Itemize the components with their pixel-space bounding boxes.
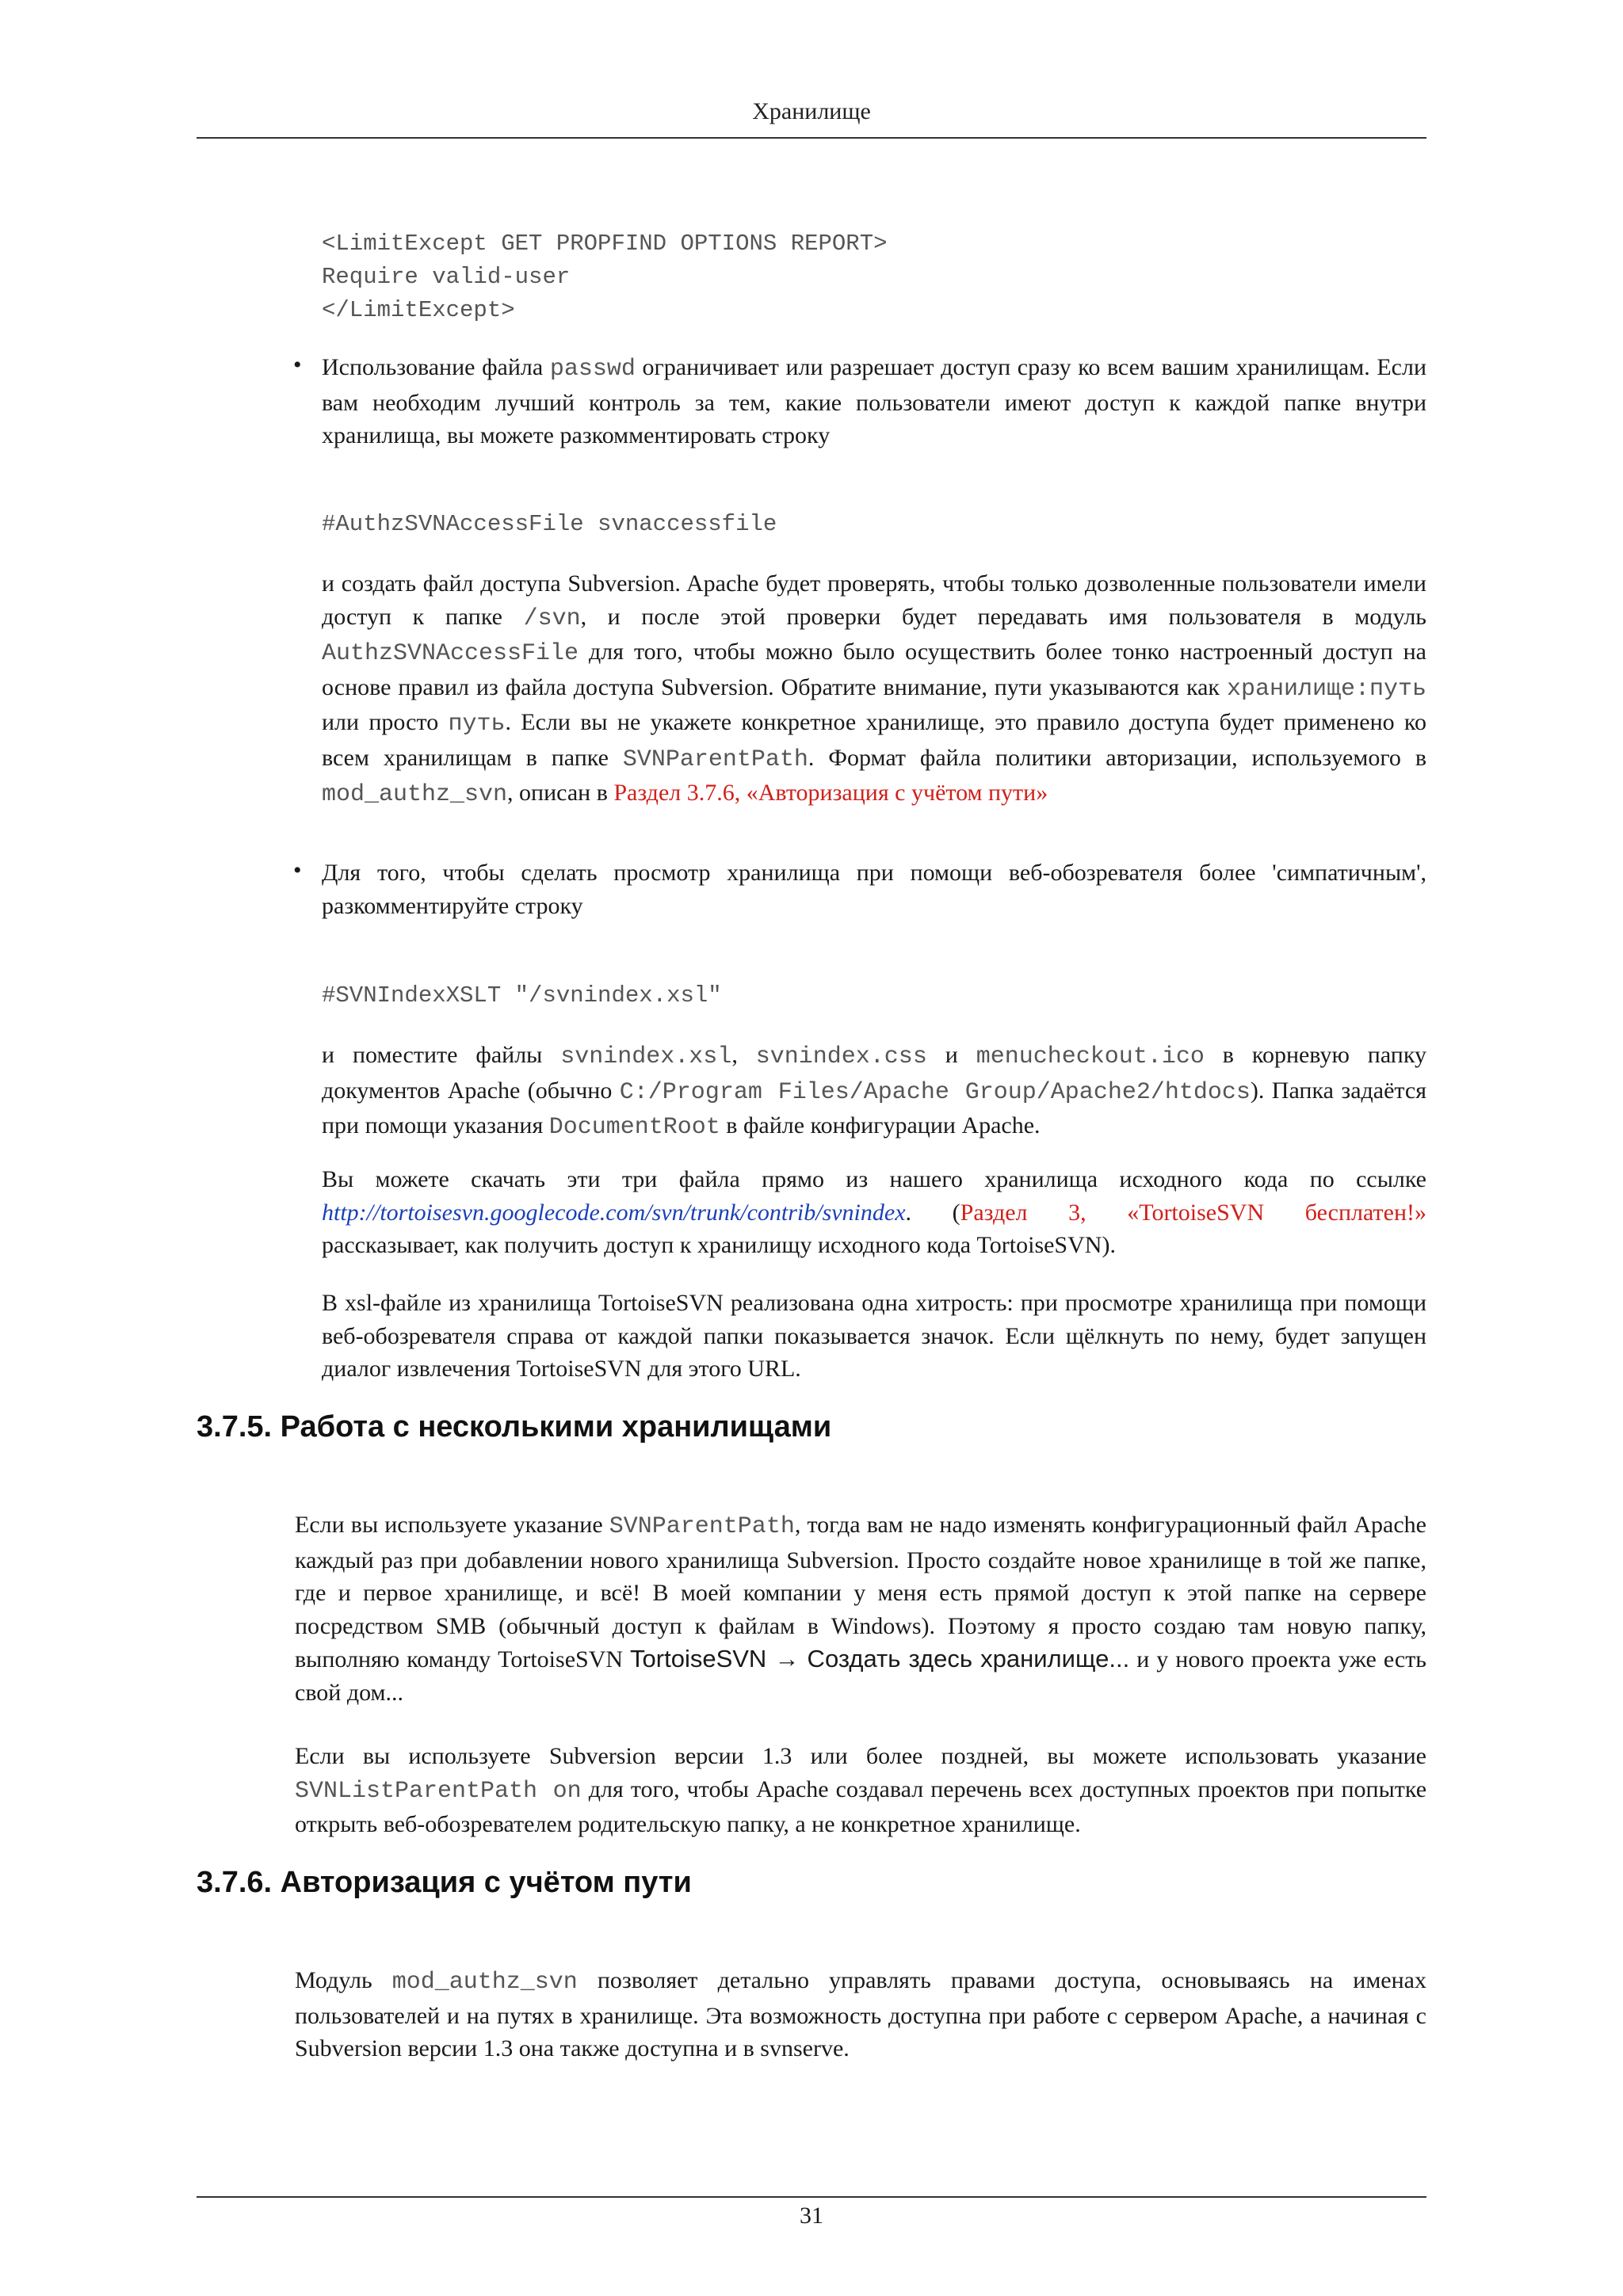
text: Если вы используете Subversion версии 1.3 или более поздней, вы можете использовать указание — [295, 1743, 1426, 1769]
text: Вы можете скачать эти три файла прямо из нашего хранилища исходного кода по ссылке — [322, 1166, 1426, 1192]
running-header: Хранилище — [752, 98, 871, 124]
text: в файле конфигурации Apache. — [720, 1112, 1041, 1138]
page-number: 31 — [800, 2203, 823, 2229]
code-inline: mod_authz_svn — [391, 1969, 578, 1996]
text: и создать файл доступа Subversion. Apache будет проверять, чтобы только дозволенные пользователи имели доступ к папке — [322, 570, 1426, 630]
code-inline: SVNParentPath — [609, 1513, 795, 1540]
text: Если вы используете указание — [295, 1512, 609, 1538]
paragraph-xsl-trick: В xsl-файле из хранилища TortoiseSVN реализована одна хитрость: при просмотре хранилища при помощи веб-обозревателя справа от каждой папки показывается значок. Если щёлкнуть по нему, будет запущен диалог извлечения TortoiseSVN для этого URL. — [322, 1290, 1426, 1382]
code-inline: SVNListParentPath on — [295, 1777, 582, 1805]
bullet-marker: • — [293, 857, 302, 883]
code-inline: DocumentRoot — [548, 1114, 720, 1141]
paragraph-svnlistparentpath — [295, 1740, 1426, 1841]
section-link-3-7-6[interactable]: Раздел 3.7.6, «Авторизация с учётом пути» — [613, 780, 1048, 806]
text: ). Папка задаётся при помощи указания — [322, 1077, 1426, 1138]
code-inline: хранилище:путь — [1226, 675, 1426, 703]
section-heading-3-7-6: 3.7.6. Авторизация с учётом пути — [197, 1866, 692, 1899]
paragraph-svnparentpath — [295, 1508, 1426, 1709]
bullet-passwd — [322, 351, 1426, 452]
text: Модуль — [295, 1967, 392, 1993]
text: и поместите файлы — [322, 1042, 561, 1068]
paragraph-download-files — [322, 1163, 1426, 1262]
footer-divider — [197, 2196, 1426, 2198]
code-inline: mod_authz_svn — [322, 781, 508, 808]
text: и — [926, 1042, 976, 1068]
code-limitexcept: <LimitExcept GET PROPFIND OPTIONS REPORT> Require valid-user </LimitExcept> — [322, 231, 888, 323]
section-link-3[interactable]: Раздел 3, «TortoiseSVN бесплатен!» — [960, 1199, 1426, 1226]
text: . ( — [905, 1199, 960, 1226]
section-heading-3-7-5: 3.7.5. Работа с несколькими хранилищами — [197, 1410, 832, 1444]
text: в корневую папку документов Apache (обычно — [322, 1042, 1426, 1104]
text: для того, чтобы можно было осуществить более тонко настроенный доступ на основе правил из файла доступа Subversion. Обратите внимание, пути указываются как — [322, 639, 1426, 700]
paragraph-mod-authz-svn — [295, 1964, 1426, 2065]
text: или просто — [322, 709, 449, 735]
text: позволяет детально управлять правами доступа, основываясь на именах пользователей и на путях в хранилище. Эта возможность доступна при работе с сервером Apache, а начиная с Subversion версии 1.3 она также доступна и в svnserve. — [295, 1967, 1426, 2061]
text: ограничивает или разрешает доступ сразу ко всем вашим хранилищам. Если вам необходим лучший контроль за тем, какие пользователи имеют доступ к каждой папке внутри хранилища, вы можете разкомментировать строку — [322, 354, 1426, 448]
paragraph-access-file — [322, 567, 1426, 812]
bullet-svnindex: Для того, чтобы сделать просмотр хранилища при помощи веб-обозревателя более 'симпатичным', разкомментируйте строку — [322, 860, 1426, 919]
code-inline: svnindex.xsl — [560, 1043, 732, 1070]
text: , описан в — [507, 780, 614, 806]
code-inline: menucheckout.ico — [976, 1043, 1205, 1070]
text: рассказывает, как получить доступ к хранилищу исходного кода TortoiseSVN). — [322, 1232, 1116, 1258]
code-inline: svnindex.css — [755, 1043, 927, 1070]
code-svnindexxslt: #SVNIndexXSLT "/svnindex.xsl" — [322, 982, 722, 1009]
text: , и после этой проверки будет передавать имя пользователя в модуль — [580, 603, 1426, 630]
url-link-svnindex[interactable]: http://tortoisesvn.googlecode.com/svn/trunk/contrib/svnindex — [322, 1199, 906, 1226]
menu-path: TortoiseSVN → Создать здесь хранилище... — [630, 1645, 1130, 1672]
code-inline: AuthzSVNAccessFile — [322, 640, 579, 667]
paragraph-place-files — [322, 1039, 1426, 1145]
bullet-marker: • — [293, 352, 302, 378]
code-authzsvnaccessfile: #AuthzSVNAccessFile svnaccessfile — [322, 511, 777, 537]
code-inline: /svn — [523, 605, 581, 632]
text: . Если вы не укажете конкретное хранилище, это правило доступа будет применено ко всем хранилищам в папке — [322, 709, 1426, 771]
text: , — [731, 1042, 756, 1068]
code-inline: путь — [448, 711, 506, 738]
code-inline: SVNParentPath — [622, 746, 808, 773]
text: . Формат файла политики авторизации, используемого в — [808, 744, 1426, 771]
code-inline: passwd — [549, 356, 636, 383]
text: , тогда вам не надо изменять конфигурационный файл Apache каждый раз при добавлении нового хранилища Subversion. Просто создайте новое хранилище в той же папке, где и первое хранилище, и всё! В моей компании у меня есть прямой доступ к этой папке на сервере посредством SMB (обычный доступ к файлам в Windows). Поэтому я просто создаю там новую папку, выполняю команду TortoiseSVN — [295, 1512, 1426, 1672]
text: и у нового проекта уже есть свой дом... — [295, 1646, 1426, 1706]
header-divider — [197, 137, 1426, 139]
code-inline: C:/Program Files/Apache Group/Apache2/htdocs — [619, 1078, 1251, 1106]
text: для того, чтобы Apache создавал перечень всех доступных проектов при попытке открыть веб-обозревателем родительскую папку, а не конкретное хранилище. — [295, 1775, 1427, 1837]
text: Использование файла — [322, 354, 550, 380]
